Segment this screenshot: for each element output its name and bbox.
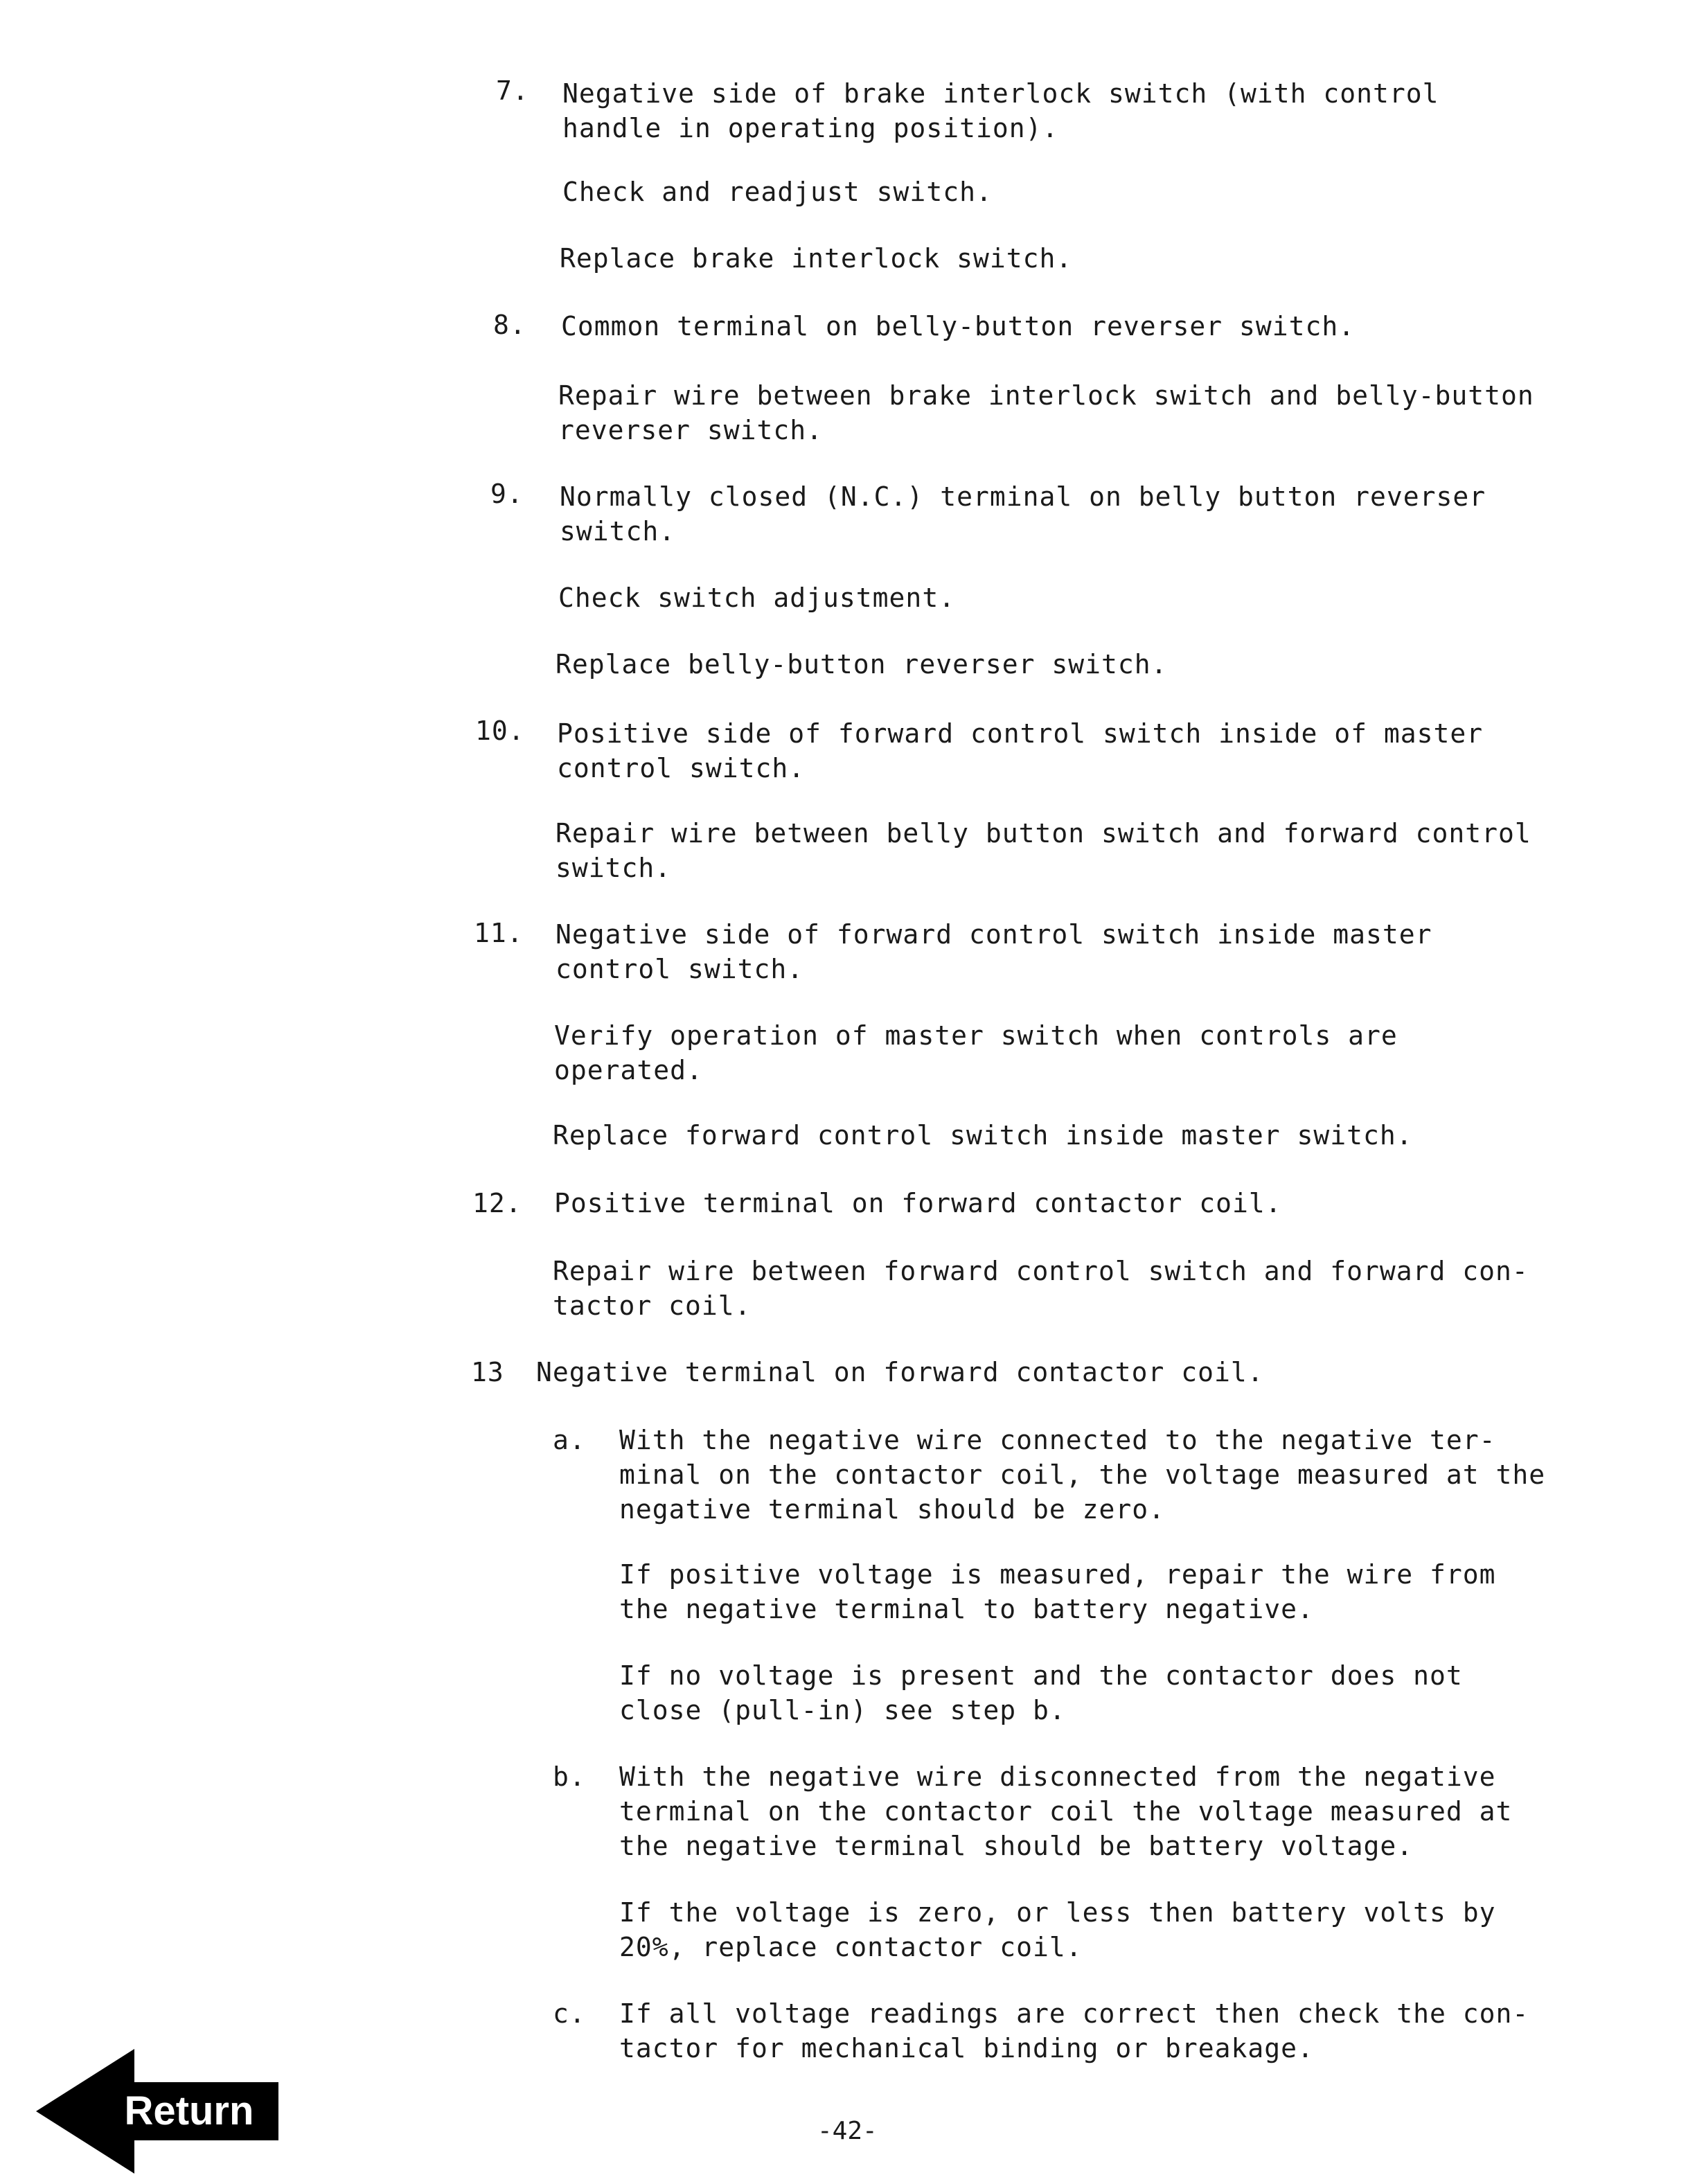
item-10-action-1: Repair wire between belly button switch and forward control switch.: [556, 818, 1531, 883]
item-9-number: 9.: [490, 479, 524, 509]
item-8-text: Common terminal on belly-button reverser switch.: [561, 311, 1356, 341]
item-13-number: 13: [471, 1357, 504, 1387]
subitem-a-action-2: If no voltage is present and the contactor does not close (pull-in) see step b.: [619, 1660, 1463, 1725]
item-9-text: Normally closed (N.C.) terminal on belly button reverser switch.: [560, 481, 1486, 547]
subitem-b-action-1: If the voltage is zero, or less then battery volts by 20%, replace contactor coil.: [619, 1897, 1496, 1962]
item-12-number: 12.: [472, 1188, 522, 1218]
item-13-text: Negative terminal on forward contactor coil.: [536, 1357, 1264, 1387]
item-12-text: Positive terminal on forward contactor coil.: [554, 1188, 1282, 1218]
item-11-text: Negative side of forward control switch inside master control switch.: [556, 919, 1432, 984]
item-10-number: 10.: [475, 716, 525, 746]
item-8-number: 8.: [493, 310, 526, 340]
item-9-action-2: Replace belly-button reverser switch.: [556, 649, 1168, 680]
item-9-action-1: Check switch adjustment.: [558, 583, 956, 613]
item-11-action-1: Verify operation of master switch when controls are operated.: [554, 1020, 1398, 1085]
subitem-a-text: With the negative wire connected to the negative ter- minal on the contactor coil, the voltage measured at the negative terminal should be zero.: [619, 1425, 1546, 1525]
subitem-a-action-1: If positive voltage is measured, repair the wire from the negative terminal to battery negative.: [619, 1559, 1496, 1624]
item-7-number: 7.: [496, 76, 529, 106]
item-8-action-1: Repair wire between brake interlock switch and belly-button reverser switch.: [558, 380, 1534, 445]
subitem-b-letter: b.: [553, 1761, 586, 1792]
item-7-action-2: Replace brake interlock switch.: [560, 243, 1073, 274]
item-7-action-1: Check and readjust switch.: [562, 177, 993, 207]
subitem-a-letter: a.: [553, 1425, 586, 1455]
item-11-action-2: Replace forward control switch inside master switch.: [553, 1120, 1413, 1151]
subitem-c-text: If all voltage readings are correct then check the con- tactor for mechanical binding or breakage.: [619, 1998, 1529, 2063]
item-7-text: Negative side of brake interlock switch (with control handle in operating position).: [562, 78, 1439, 143]
item-12-action-1: Repair wire between forward control switch and forward con- tactor coil.: [553, 1256, 1529, 1321]
return-button[interactable]: [36, 2049, 282, 2174]
return-label: Return: [124, 2088, 254, 2133]
item-11-number: 11.: [474, 918, 524, 948]
page-number: -42-: [817, 2117, 878, 2145]
subitem-b-text: With the negative wire disconnected from the negative terminal on the contactor coil the voltage measured at the negative terminal should be battery voltage.: [619, 1761, 1513, 1861]
item-10-text: Positive side of forward control switch inside of master control switch.: [557, 718, 1484, 783]
subitem-c-letter: c.: [553, 1998, 586, 2029]
